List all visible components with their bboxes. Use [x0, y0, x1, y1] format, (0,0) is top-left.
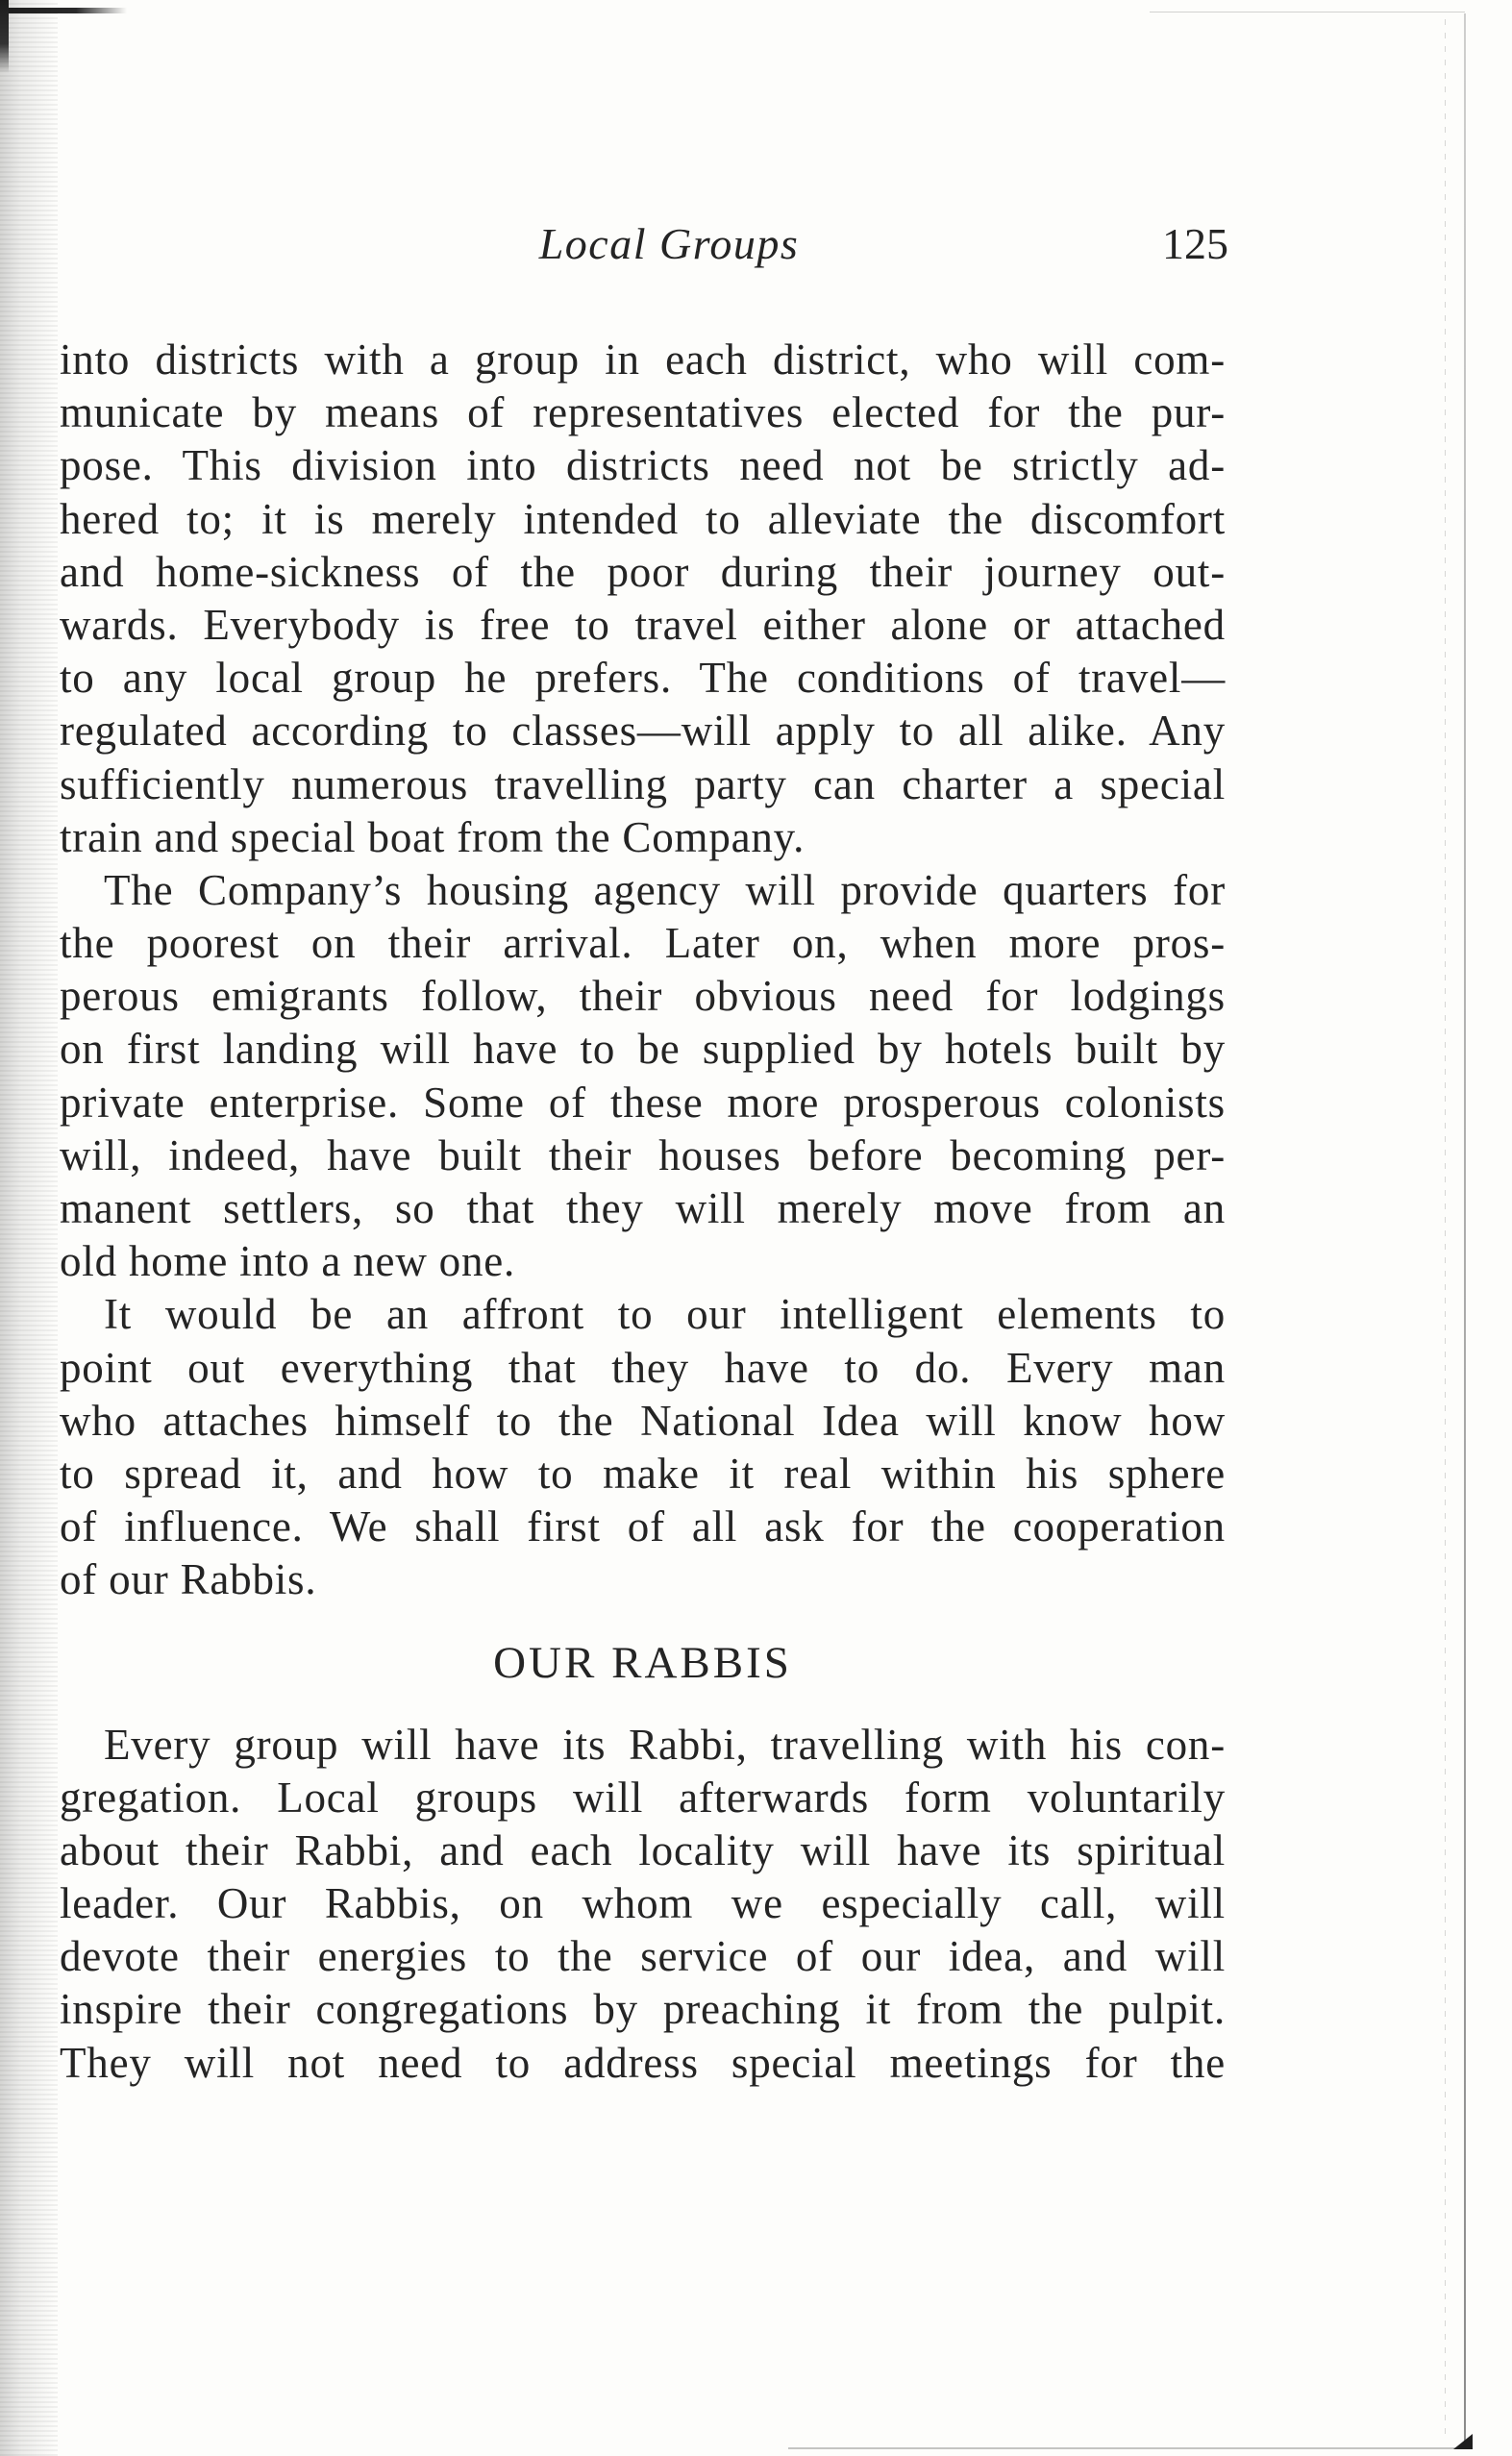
text-line: will, indeed, have built their houses before becoming per- — [60, 1130, 1226, 1179]
text-line: private enterprise. Some of these more prosperous colonists — [60, 1078, 1226, 1127]
scan-edge-line-bottom — [788, 2447, 1465, 2449]
scan-corner-mark-vertical — [0, 0, 9, 73]
scan-edge-line-right — [1464, 13, 1466, 2444]
section-heading: OUR RABBIS — [493, 1637, 792, 1688]
text-line: train and special boat from the Company. — [60, 812, 806, 861]
text-line: perous emigrants follow, their obvious need for lodgings — [60, 972, 1226, 1021]
text-line: leader. Our Rabbis, on whom we especially call, will — [60, 1879, 1226, 1928]
text-line: devote their energies to the service of our idea, and will — [60, 1932, 1226, 1981]
text-line: municate by means of representatives elected for the pur- — [60, 388, 1226, 437]
text-line: to spread it, and how to make it real within his sphere — [60, 1449, 1226, 1498]
text-line: pose. This division into districts need not be strictly ad- — [60, 441, 1226, 490]
paragraph — [60, 864, 1226, 1289]
text-line: of our Rabbis. — [60, 1555, 317, 1604]
text-line: hered to; it is merely intended to alleviate the discomfort — [60, 494, 1226, 543]
text-line: who attaches himself to the National Idea will know how — [60, 1396, 1226, 1445]
paragraph — [60, 1719, 1226, 2090]
scan-edge-line-inner-right — [1445, 19, 1446, 2442]
paragraph — [60, 1288, 1226, 1606]
text-line: to any local group he prefers. The conditions of travel— — [60, 654, 1226, 703]
scan-corner-mark-bottom-right — [1453, 2434, 1473, 2449]
text-line: into districts with a group in each district, who will com- — [60, 335, 1226, 384]
text-line: old home into a new one. — [60, 1237, 516, 1286]
scan-gutter-shadow — [0, 0, 58, 2456]
text-line: about their Rabbi, and each locality will have its spiritual — [60, 1825, 1226, 1874]
text-line: point out everything that they have to do. Every man — [60, 1343, 1226, 1392]
text-line: wards. Everybody is free to travel either alone or attached — [60, 600, 1226, 649]
text-line: on first landing will have to be supplied by hotels built by — [60, 1025, 1226, 1074]
text-line: gregation. Local groups will afterwards form voluntarily — [60, 1773, 1226, 1822]
text-line: of influence. We shall first of all ask for the cooperation — [60, 1502, 1226, 1551]
text-line: They will not need to address special meetings for the — [60, 2038, 1226, 2087]
page-number: 125 — [1162, 219, 1228, 268]
paragraph — [60, 334, 1226, 864]
scan-corner-mark-horizontal — [0, 8, 127, 13]
text-line: inspire their congregations by preaching it from the pulpit. — [60, 1985, 1226, 2034]
body-text — [60, 334, 1226, 2090]
text-line: regulated according to classes—will apply to all alike. Any — [60, 707, 1226, 756]
text-line: Every group will have its Rabbi, travelling with his con- — [104, 1720, 1226, 1769]
text-line: The Company’s housing agency will provide quarters for — [104, 865, 1226, 914]
text-line: It would be an affront to our intelligent elements to — [104, 1290, 1226, 1339]
text-line: manent settlers, so that they will merely move from an — [60, 1184, 1226, 1232]
text-line: and home-sickness of the poor during their journey out- — [60, 547, 1226, 596]
running-head-title: Local Groups — [538, 219, 800, 268]
text-line: sufficiently numerous travelling party can charter a special — [60, 759, 1226, 808]
text-line: the poorest on their arrival. Later on, when more pros- — [60, 919, 1226, 968]
